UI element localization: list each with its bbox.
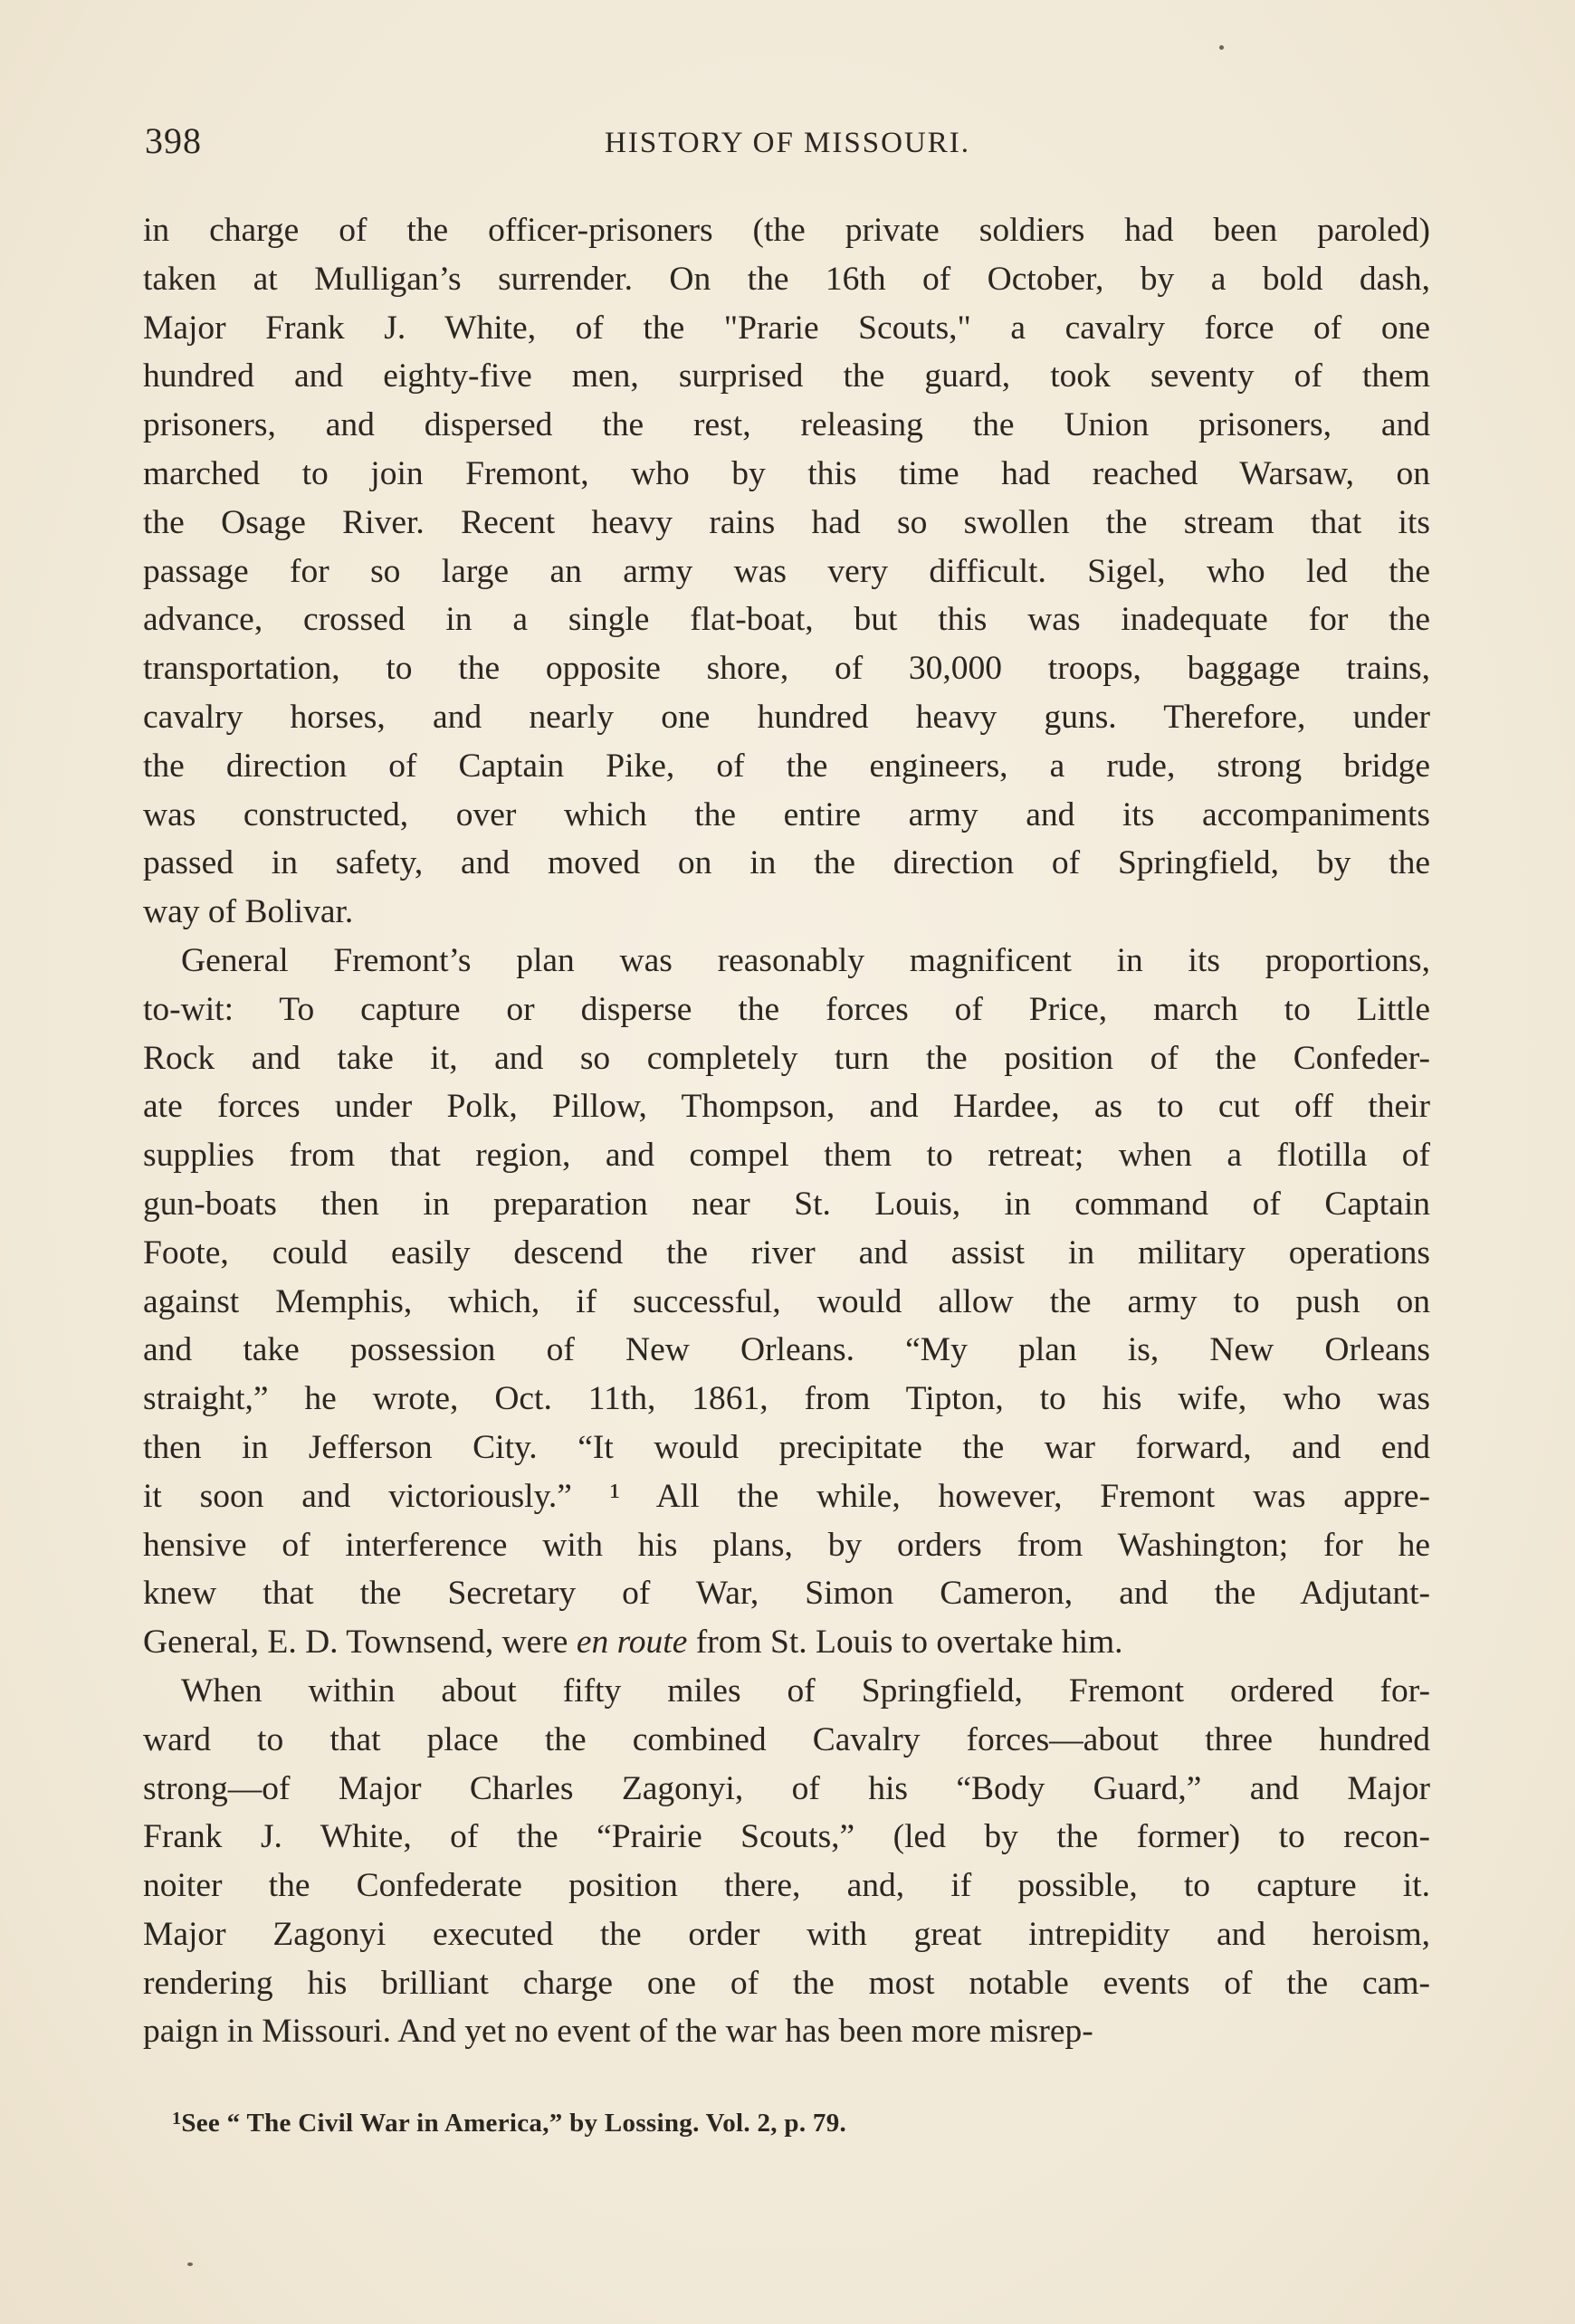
footnote-marker: 1 xyxy=(172,2109,182,2129)
text-line: rendering his brilliant charge one of the most notable events of the cam- xyxy=(143,1964,1430,2002)
text-line: advance, crossed in a single flat-boat, but this was inadequate for the xyxy=(143,601,1430,639)
text-line: Foote, could easily descend the river and assist in military operations xyxy=(143,1233,1430,1272)
footnote-text: See “ The Civil War in America,” by Lossing. Vol. 2, p. 79. xyxy=(181,2109,847,2138)
text-line: prisoners, and dispersed the rest, releasing the Union prisoners, and xyxy=(143,406,1430,444)
text-line: hensive of interference with his plans, by orders from Washington; for he xyxy=(143,1526,1430,1564)
text-line: way of Bolivar. xyxy=(143,893,354,931)
text-line: it soon and victoriously.” ¹ All the while, however, Fremont was appre- xyxy=(143,1477,1430,1515)
paragraph xyxy=(143,206,1430,937)
text-line: knew that the Secretary of War, Simon Cameron, and the Adjutant- xyxy=(143,1575,1430,1613)
text-line: against Memphis, which, if successful, would allow the army to push on xyxy=(143,1282,1430,1320)
text-line: was constructed, over which the entire army and its accompaniments xyxy=(143,795,1430,833)
text-line: passage for so large an army was very difficult. Sigel, who led the xyxy=(143,552,1430,590)
body-text xyxy=(143,206,1430,2056)
text-line: cavalry horses, and nearly one hundred heavy guns. Therefore, under xyxy=(143,698,1430,736)
text-line: straight,” he wrote, Oct. 11th, 1861, from Tipton, to his wife, who was xyxy=(143,1380,1430,1418)
text-line: noiter the Confederate position there, and, if possible, to capture it. xyxy=(143,1867,1430,1905)
text-line: General Fremont’s plan was reasonably magnificent in its proportions, xyxy=(181,941,1430,979)
text-line: the direction of Captain Pike, of the engineers, a rude, strong bridge xyxy=(143,747,1430,785)
text-line: the Osage River. Recent heavy rains had so swollen the stream that its xyxy=(143,503,1430,541)
text-line: to-wit: To capture or disperse the forces of Price, march to Little xyxy=(143,990,1430,1028)
text-line: in charge of the officer-prisoners (the private soldiers had been paroled) xyxy=(143,212,1430,249)
text-line: ate forces under Polk, Pillow, Thompson, and Hardee, as to cut off their xyxy=(143,1088,1430,1126)
text-line: and take possession of New Orleans. “My plan is, New Orleans xyxy=(143,1331,1430,1369)
paper-speck xyxy=(1219,45,1224,50)
text-line: ward to that place the combined Cavalry forces—about three hundred xyxy=(143,1720,1430,1758)
text-line: Rock and take it, and so completely turn the position of the Confeder- xyxy=(143,1039,1430,1077)
text-line: then in Jefferson City. “It would precipitate the war forward, and end xyxy=(143,1428,1430,1466)
footnote xyxy=(172,2109,846,2138)
text-line: gun-boats then in preparation near St. Louis, in command of Captain xyxy=(143,1185,1430,1223)
text-line: supplies from that region, and compel them to retreat; when a flotilla of xyxy=(143,1137,1430,1175)
paragraph xyxy=(143,937,1430,1667)
page-number: 398 xyxy=(145,120,202,161)
text-line: transportation, to the opposite shore, of 30,000 troops, baggage trains, xyxy=(143,650,1430,688)
text-line: strong—of Major Charles Zagonyi, of his “Body Guard,” and Major xyxy=(143,1769,1430,1807)
text-line: taken at Mulligan’s surrender. On the 16th of October, by a bold dash, xyxy=(143,260,1430,298)
text-line: Major Zagonyi executed the order with great intrepidity and heroism, xyxy=(143,1915,1430,1953)
running-title: HISTORY OF MISSOURI. xyxy=(605,127,970,159)
italic-phrase: en route xyxy=(576,1624,688,1662)
text-line: passed in safety, and moved on in the direction of Springfield, by the xyxy=(143,844,1430,882)
text-line: marched to join Fremont, who by this time had reached Warsaw, on xyxy=(143,454,1430,492)
paper-speck xyxy=(187,2262,193,2266)
text-line: paign in Missouri. And yet no event of the war has been more misrep- xyxy=(143,2013,1093,2051)
paragraph xyxy=(143,1667,1430,2056)
text-line: Frank J. White, of the “Prairie Scouts,” (led by the former) to recon- xyxy=(143,1818,1430,1856)
text-line: General, E. D. Townsend, were en route from St. Louis to overtake him. xyxy=(143,1624,1123,1662)
text-line: hundred and eighty-five men, surprised the guard, took seventy of them xyxy=(143,357,1430,395)
text-line: When within about fifty miles of Springfield, Fremont ordered for- xyxy=(181,1672,1430,1710)
text-line: Major Frank J. White, of the "Prarie Scouts," a cavalry force of one xyxy=(143,309,1430,347)
